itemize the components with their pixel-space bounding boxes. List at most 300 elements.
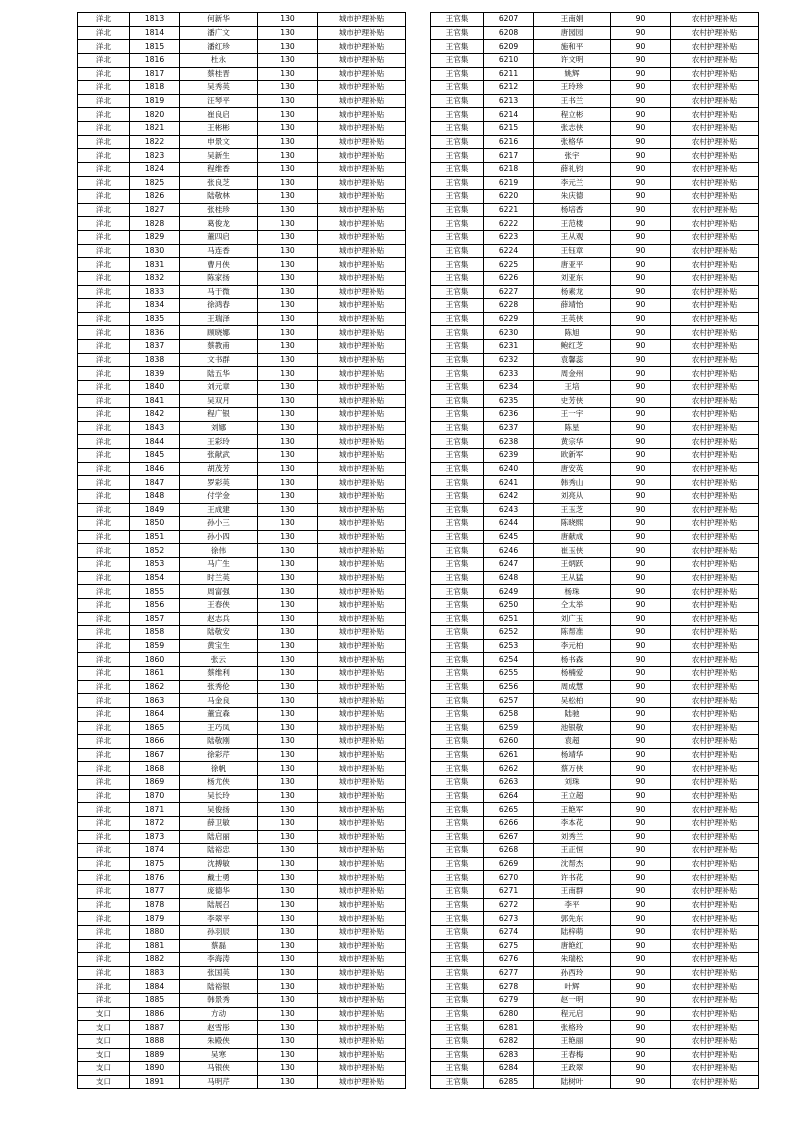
serial-number-cell: 1885 [130,994,180,1008]
table-row [78,694,406,708]
subsidy-type-cell: 城市护理补贴 [318,1021,406,1035]
subsidy-type-cell: 城市护理补贴 [318,190,406,204]
subsidy-type-cell: 农村护理补贴 [671,885,759,899]
amount-cell: 90 [611,721,671,735]
serial-number-cell: 6218 [484,162,534,176]
town-cell: 王官集 [431,994,484,1008]
person-name-cell: 陆敬安 [180,626,258,640]
subsidy-type-cell: 城市护理补贴 [318,966,406,980]
serial-number-cell: 6260 [484,735,534,749]
table-row [431,122,759,136]
person-name-cell: 张良芝 [180,176,258,190]
serial-number-cell: 1871 [130,803,180,817]
subsidy-type-cell: 农村护理补贴 [671,449,759,463]
person-name-cell: 葛俊龙 [180,217,258,231]
town-cell: 洋北 [78,789,130,803]
serial-number-cell: 6251 [484,612,534,626]
town-cell: 王官集 [431,326,484,340]
serial-number-cell: 6225 [484,258,534,272]
subsidy-type-cell: 农村护理补贴 [671,67,759,81]
serial-number-cell: 6208 [484,26,534,40]
serial-number-cell: 1817 [130,67,180,81]
subsidy-type-cell: 农村护理补贴 [671,13,759,27]
serial-number-cell: 1827 [130,203,180,217]
town-cell: 王官集 [431,380,484,394]
table-row [431,939,759,953]
table-row [431,885,759,899]
town-cell: 王官集 [431,149,484,163]
amount-cell: 130 [258,721,318,735]
subsidy-type-cell: 农村护理补贴 [671,667,759,681]
subsidy-type-cell: 农村护理补贴 [671,462,759,476]
person-name-cell: 文书群 [180,353,258,367]
town-cell: 王官集 [431,217,484,231]
serial-number-cell: 1842 [130,408,180,422]
subsidy-type-cell: 城市护理补贴 [318,421,406,435]
subsidy-type-cell: 农村护理补贴 [671,830,759,844]
subsidy-type-cell: 城市护理补贴 [318,598,406,612]
person-name-cell: 戴士勇 [180,871,258,885]
serial-number-cell: 1840 [130,380,180,394]
serial-number-cell: 6284 [484,1062,534,1076]
person-name-cell: 袁馨蕊 [534,353,611,367]
town-cell: 支口 [78,1075,130,1089]
amount-cell: 90 [611,203,671,217]
town-cell: 王官集 [431,489,484,503]
serial-number-cell: 6274 [484,925,534,939]
subsidy-type-cell: 农村护理补贴 [671,1021,759,1035]
town-cell: 洋北 [78,966,130,980]
person-name-cell: 黄宗华 [534,435,611,449]
table-row [78,190,406,204]
table-row [78,939,406,953]
town-cell: 洋北 [78,721,130,735]
person-name-cell: 叶辉 [534,980,611,994]
person-name-cell: 庞德华 [180,885,258,899]
town-cell: 洋北 [78,449,130,463]
subsidy-type-cell: 农村护理补贴 [671,94,759,108]
serial-number-cell: 1831 [130,258,180,272]
person-name-cell: 时兰英 [180,571,258,585]
amount-cell: 130 [258,626,318,640]
amount-cell: 130 [258,571,318,585]
subsidy-type-cell: 农村护理补贴 [671,176,759,190]
amount-cell: 90 [611,122,671,136]
serial-number-cell: 1862 [130,680,180,694]
table-row [78,1034,406,1048]
table-row [431,571,759,585]
town-cell: 王官集 [431,980,484,994]
table-row [78,966,406,980]
amount-cell: 90 [611,162,671,176]
town-cell: 王官集 [431,925,484,939]
table-row [431,517,759,531]
town-cell: 洋北 [78,939,130,953]
amount-cell: 130 [258,367,318,381]
table-row [431,748,759,762]
amount-cell: 90 [611,380,671,394]
serial-number-cell: 6243 [484,503,534,517]
serial-number-cell: 6261 [484,748,534,762]
person-name-cell: 王南娟 [534,13,611,27]
subsidy-type-cell: 农村护理补贴 [671,108,759,122]
town-cell: 洋北 [78,694,130,708]
person-name-cell: 许文明 [534,53,611,67]
table-row [78,925,406,939]
subsidy-type-cell: 城市护理补贴 [318,149,406,163]
serial-number-cell: 1841 [130,394,180,408]
town-cell: 王官集 [431,530,484,544]
town-cell: 洋北 [78,653,130,667]
person-name-cell: 沈帮杰 [534,857,611,871]
table-row [78,612,406,626]
town-cell: 王官集 [431,503,484,517]
town-cell: 洋北 [78,244,130,258]
table-row [431,680,759,694]
amount-cell: 90 [611,26,671,40]
town-cell: 洋北 [78,626,130,640]
subsidy-type-cell: 城市护理补贴 [318,721,406,735]
subsidy-type-cell: 农村护理补贴 [671,980,759,994]
person-name-cell: 王玉芝 [534,503,611,517]
amount-cell: 130 [258,421,318,435]
amount-cell: 130 [258,53,318,67]
town-cell: 王官集 [431,1062,484,1076]
amount-cell: 130 [258,449,318,463]
serial-number-cell: 1848 [130,489,180,503]
town-cell: 王官集 [431,53,484,67]
person-name-cell: 张宇 [534,149,611,163]
subsidy-type-cell: 农村护理补贴 [671,394,759,408]
person-name-cell: 杨珠 [534,585,611,599]
town-cell: 支口 [78,1034,130,1048]
amount-cell: 130 [258,135,318,149]
serial-number-cell: 6263 [484,776,534,790]
serial-number-cell: 6231 [484,340,534,354]
table-row [431,721,759,735]
serial-number-cell: 6273 [484,912,534,926]
serial-number-cell: 6285 [484,1075,534,1089]
serial-number-cell: 1882 [130,953,180,967]
amount-cell: 130 [258,1034,318,1048]
person-name-cell: 陆五华 [180,367,258,381]
subsidy-type-cell: 农村护理补贴 [671,558,759,572]
subsidy-type-cell: 城市护理补贴 [318,353,406,367]
town-cell: 王官集 [431,830,484,844]
serial-number-cell: 1835 [130,312,180,326]
town-cell: 洋北 [78,367,130,381]
person-name-cell: 徐彩芹 [180,748,258,762]
town-cell: 王官集 [431,776,484,790]
subsidy-type-cell: 农村护理补贴 [671,326,759,340]
town-cell: 洋北 [78,108,130,122]
subsidy-type-cell: 农村护理补贴 [671,517,759,531]
person-name-cell: 王艳军 [534,803,611,817]
amount-cell: 130 [258,667,318,681]
serial-number-cell: 6234 [484,380,534,394]
amount-cell: 90 [611,367,671,381]
table-row [431,244,759,258]
town-cell: 洋北 [78,816,130,830]
serial-number-cell: 1878 [130,898,180,912]
town-cell: 洋北 [78,953,130,967]
table-row [431,13,759,27]
subsidy-type-cell: 农村护理补贴 [671,162,759,176]
serial-number-cell: 6280 [484,1007,534,1021]
table-row [78,449,406,463]
serial-number-cell: 1824 [130,162,180,176]
table-row [78,94,406,108]
person-name-cell: 王彩玲 [180,435,258,449]
table-row [431,1007,759,1021]
town-cell: 支口 [78,1062,130,1076]
amount-cell: 90 [611,217,671,231]
town-cell: 洋北 [78,40,130,54]
subsidy-type-cell: 农村护理补贴 [671,1062,759,1076]
person-name-cell: 蔡维利 [180,667,258,681]
table-row [78,558,406,572]
table-row [78,353,406,367]
person-name-cell: 张国英 [180,966,258,980]
serial-number-cell: 6254 [484,653,534,667]
amount-cell: 90 [611,803,671,817]
town-cell: 王官集 [431,939,484,953]
table-row [78,312,406,326]
subsidy-type-cell: 城市护理补贴 [318,830,406,844]
amount-cell: 90 [611,40,671,54]
person-name-cell: 王炳跃 [534,558,611,572]
amount-cell: 90 [611,517,671,531]
subsidy-type-cell: 农村护理补贴 [671,994,759,1008]
town-cell: 洋北 [78,762,130,776]
amount-cell: 90 [611,1062,671,1076]
serial-number-cell: 1855 [130,585,180,599]
table-row [431,231,759,245]
town-cell: 洋北 [78,67,130,81]
serial-number-cell: 6233 [484,367,534,381]
subsidy-type-cell: 城市护理补贴 [318,1007,406,1021]
table-row [78,122,406,136]
town-cell: 洋北 [78,380,130,394]
amount-cell: 90 [611,149,671,163]
person-name-cell: 薛卫敏 [180,816,258,830]
amount-cell: 90 [611,94,671,108]
town-cell: 王官集 [431,231,484,245]
serial-number-cell: 6269 [484,857,534,871]
amount-cell: 130 [258,1007,318,1021]
subsidy-type-cell: 城市护理补贴 [318,585,406,599]
table-row [78,776,406,790]
amount-cell: 130 [258,680,318,694]
serial-number-cell: 1868 [130,762,180,776]
table-row [78,1075,406,1089]
subsidy-type-cell: 农村护理补贴 [671,244,759,258]
subsidy-type-cell: 农村护理补贴 [671,816,759,830]
town-cell: 洋北 [78,898,130,912]
amount-cell: 90 [611,285,671,299]
serial-number-cell: 1851 [130,530,180,544]
amount-cell: 90 [611,912,671,926]
subsidy-type-cell: 城市护理补贴 [318,912,406,926]
serial-number-cell: 6277 [484,966,534,980]
subsidy-type-cell: 城市护理补贴 [318,94,406,108]
amount-cell: 90 [611,476,671,490]
table-row [431,53,759,67]
subsidy-type-cell: 城市护理补贴 [318,67,406,81]
serial-number-cell: 6224 [484,244,534,258]
subsidy-type-cell: 农村护理补贴 [671,340,759,354]
table-row [78,517,406,531]
table-row [431,994,759,1008]
amount-cell: 130 [258,939,318,953]
amount-cell: 130 [258,217,318,231]
town-cell: 洋北 [78,53,130,67]
town-cell: 王官集 [431,367,484,381]
town-cell: 王官集 [431,13,484,27]
town-cell: 王官集 [431,449,484,463]
table-row [431,503,759,517]
serial-number-cell: 1873 [130,830,180,844]
person-name-cell: 曹月侠 [180,258,258,272]
serial-number-cell: 6267 [484,830,534,844]
town-cell: 王官集 [431,271,484,285]
table-row [78,912,406,926]
subsidy-type-cell: 城市护理补贴 [318,571,406,585]
serial-number-cell: 6210 [484,53,534,67]
amount-cell: 130 [258,885,318,899]
serial-number-cell: 1872 [130,816,180,830]
town-cell: 王官集 [431,340,484,354]
amount-cell: 130 [258,816,318,830]
table-row [78,435,406,449]
person-name-cell: 蔡磊 [180,939,258,953]
person-name-cell: 王彬彬 [180,122,258,136]
table-row [431,762,759,776]
table-row [431,108,759,122]
amount-cell: 130 [258,312,318,326]
subsidy-type-cell: 农村护理补贴 [671,789,759,803]
subsidy-type-cell: 城市护理补贴 [318,544,406,558]
subsidy-type-cell: 城市护理补贴 [318,925,406,939]
subsidy-type-cell: 城市护理补贴 [318,1048,406,1062]
subsidy-type-cell: 农村护理补贴 [671,694,759,708]
subsidy-type-cell: 城市护理补贴 [318,299,406,313]
amount-cell: 90 [611,939,671,953]
amount-cell: 90 [611,830,671,844]
amount-cell: 130 [258,871,318,885]
serial-number-cell: 1863 [130,694,180,708]
serial-number-cell: 1819 [130,94,180,108]
subsidy-type-cell: 农村护理补贴 [671,271,759,285]
subsidy-type-cell: 农村护理补贴 [671,203,759,217]
person-name-cell: 陆敬林 [180,190,258,204]
subsidy-type-cell: 农村护理补贴 [671,135,759,149]
subsidy-type-cell: 农村护理补贴 [671,53,759,67]
town-cell: 洋北 [78,353,130,367]
serial-number-cell: 6239 [484,449,534,463]
serial-number-cell: 1856 [130,598,180,612]
subsidy-type-cell: 农村护理补贴 [671,857,759,871]
amount-cell: 90 [611,231,671,245]
table-row [431,81,759,95]
table-row [431,585,759,599]
town-cell: 王官集 [431,462,484,476]
amount-cell: 130 [258,898,318,912]
amount-cell: 90 [611,707,671,721]
subsidy-type-cell: 城市护理补贴 [318,26,406,40]
person-name-cell: 池银敬 [534,721,611,735]
table-row [78,408,406,422]
table-row [431,898,759,912]
amount-cell: 130 [258,108,318,122]
serial-number-cell: 6242 [484,489,534,503]
town-cell: 王官集 [431,558,484,572]
town-cell: 洋北 [78,925,130,939]
serial-number-cell: 1874 [130,844,180,858]
person-name-cell: 张志侠 [534,122,611,136]
person-name-cell: 王立超 [534,789,611,803]
serial-number-cell: 1865 [130,721,180,735]
person-name-cell: 徐鸿春 [180,299,258,313]
person-name-cell: 王政翠 [534,1062,611,1076]
table-row [78,1021,406,1035]
amount-cell: 90 [611,762,671,776]
town-cell: 洋北 [78,217,130,231]
amount-cell: 130 [258,707,318,721]
person-name-cell: 王瑞泽 [180,312,258,326]
serial-number-cell: 6212 [484,81,534,95]
amount-cell: 130 [258,1021,318,1035]
serial-number-cell: 6223 [484,231,534,245]
person-name-cell: 吴长玲 [180,789,258,803]
table-row [78,162,406,176]
person-name-cell: 施和平 [534,40,611,54]
town-cell: 洋北 [78,135,130,149]
table-row [431,1048,759,1062]
amount-cell: 130 [258,980,318,994]
subsidy-type-cell: 农村护理补贴 [671,639,759,653]
amount-cell: 90 [611,925,671,939]
table-row [78,816,406,830]
subsidy-type-cell: 农村护理补贴 [671,939,759,953]
town-cell: 洋北 [78,585,130,599]
subsidy-type-cell: 农村护理补贴 [671,503,759,517]
subsidy-type-cell: 农村护理补贴 [671,122,759,136]
town-cell: 王官集 [431,244,484,258]
subsidy-type-cell: 农村护理补贴 [671,721,759,735]
serial-number-cell: 1849 [130,503,180,517]
serial-number-cell: 6264 [484,789,534,803]
subsidy-type-cell: 农村护理补贴 [671,489,759,503]
serial-number-cell: 6227 [484,285,534,299]
town-cell: 洋北 [78,857,130,871]
amount-cell: 90 [611,340,671,354]
table-row [78,653,406,667]
person-name-cell: 陈旭 [534,326,611,340]
amount-cell: 130 [258,326,318,340]
town-cell: 王官集 [431,1075,484,1089]
town-cell: 洋北 [78,285,130,299]
amount-cell: 130 [258,122,318,136]
table-row [431,489,759,503]
subsidy-type-cell: 农村护理补贴 [671,149,759,163]
amount-cell: 90 [611,626,671,640]
person-name-cell: 王玲珍 [534,81,611,95]
person-name-cell: 蔡教甫 [180,340,258,354]
amount-cell: 130 [258,639,318,653]
amount-cell: 130 [258,598,318,612]
table-row [78,476,406,490]
